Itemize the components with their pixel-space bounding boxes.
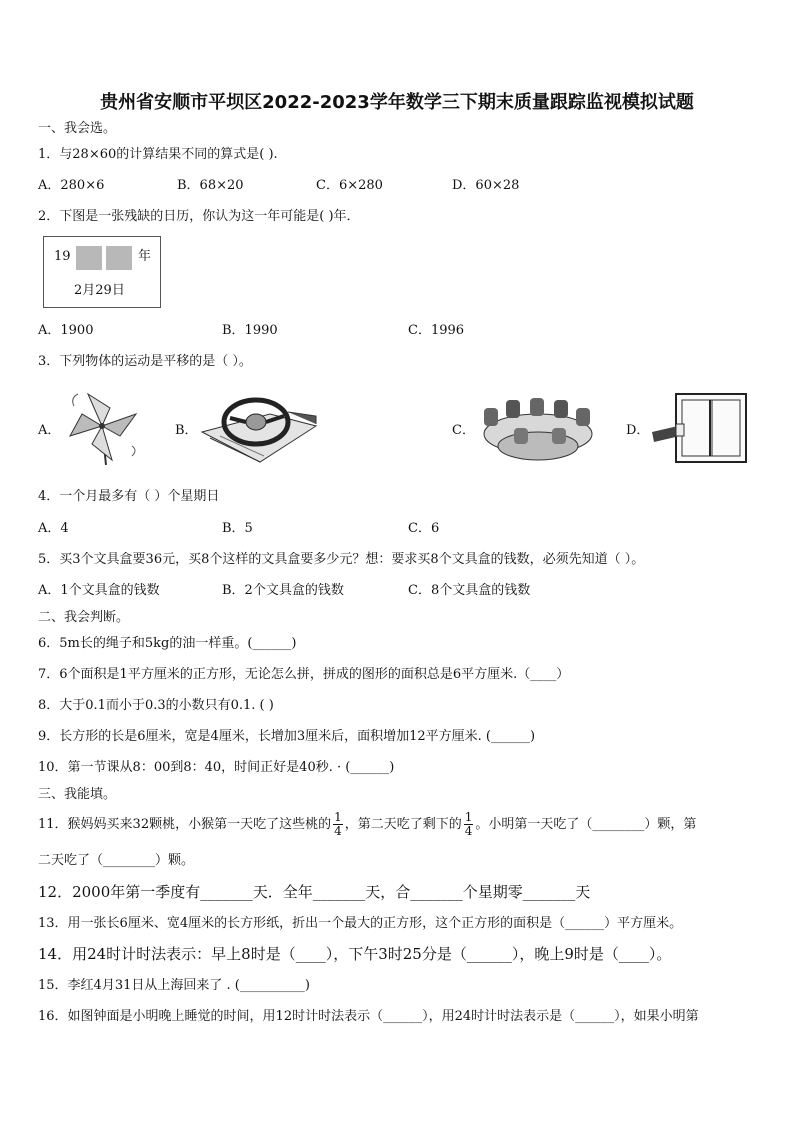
q1-option-c[interactable]: C．6×280 — [316, 178, 383, 193]
q5-option-c[interactable]: C．8个文具盒的钱数 — [408, 583, 531, 598]
calendar-year-char: 年 — [138, 249, 152, 264]
q3-option-a[interactable]: A． — [38, 423, 61, 438]
section-3-heading: 三、我能填。 — [38, 787, 117, 802]
fraction-one-quarter: $\frac{1}{4}$ — [334, 810, 342, 838]
q2-option-b[interactable]: B．1990 — [222, 323, 278, 338]
q8: 8．大于0.1而小于0.3的小数只有0.1. ( ) — [38, 698, 274, 713]
calendar-century: 19 — [54, 249, 71, 264]
pinwheel-icon — [66, 388, 140, 466]
calendar-missing-digit — [76, 246, 102, 270]
q16: 16．如图钟面是小明晚上睡觉的时间，用12时计时法表示（______），用24时计时法表示是（______），如果小明第 — [38, 1009, 699, 1024]
q5-option-b[interactable]: B．2个文具盒的钱数 — [222, 583, 344, 598]
q7: 7．6个面积是1平方厘米的正方形，无论怎么拼，拼成的图形的面积总是6平方厘米.（____） — [38, 667, 570, 682]
q11-line1 — [38, 811, 696, 839]
q1-stem: 1．与28×60的计算结果不同的算式是( ). — [38, 147, 278, 162]
q1-option-a[interactable]: A．280×6 — [38, 178, 105, 193]
carousel-ride-icon — [478, 396, 596, 466]
section-1-heading: 一、我会选。 — [38, 121, 117, 136]
calendar-missing-digit — [106, 246, 132, 270]
q3-option-c[interactable]: C． — [452, 423, 475, 438]
torn-calendar — [43, 236, 161, 308]
q5-stem: 5．买3个文具盒要36元，买8个这样的文具盒要多少元？想：要求买8个文具盒的钱数，必须先知道（ ）。 — [38, 552, 645, 567]
q12: 12．2000年第一季度有_______天．全年_______天，合_______个星期零_______天 — [38, 883, 591, 901]
q3-stem: 3．下列物体的运动是平移的是（ ）。 — [38, 354, 252, 369]
q11-line2: 二天吃了（________）颗。 — [38, 853, 195, 868]
q4-option-b[interactable]: B．5 — [222, 521, 253, 536]
q1-option-b[interactable]: B．68×20 — [177, 178, 244, 193]
q10: 10．第一节课从8：00到8：40，时间正好是40秒. · (______) — [38, 760, 395, 775]
q4-stem: 4．一个月最多有（ ）个星期日 — [38, 489, 220, 504]
q1-option-d[interactable]: D．60×28 — [452, 178, 520, 193]
q4-option-c[interactable]: C．6 — [408, 521, 440, 536]
q2-stem: 2．下图是一张残缺的日历，你认为这一年可能是( )年． — [38, 209, 360, 224]
q3-option-d[interactable]: D． — [626, 423, 650, 438]
q15: 15．李红4月31日从上海回来了 . (__________) — [38, 978, 310, 993]
sliding-window-icon — [650, 392, 748, 464]
q11-text-part3: 。小明第一天吃了（________）颗，第 — [475, 817, 697, 832]
steering-wheel-icon — [200, 392, 318, 464]
q4-option-a[interactable]: A．4 — [38, 521, 69, 536]
calendar-date: 2月29日 — [74, 283, 125, 298]
q14: 14．用24时计时法表示：早上8时是（____），下午3时25分是（______），晚上9时是（____）。 — [38, 945, 672, 963]
q13: 13．用一张长6厘米、宽4厘米的长方形纸，折出一个最大的正方形，这个正方形的面积是（______）平方厘米。 — [38, 916, 683, 931]
q3-option-b[interactable]: B． — [175, 423, 198, 438]
q6: 6．5m长的绳子和5kg的油一样重。(______) — [38, 636, 297, 651]
page-title: 贵州省安顺市平坝区2022-2023学年数学三下期末质量跟踪监视模拟试题 — [100, 92, 694, 113]
q11-text-part2: ，第二天吃了剩下的 — [344, 817, 462, 832]
q9: 9．长方形的长是6厘米，宽是4厘米，长增加3厘米后，面积增加12平方厘米. (______) — [38, 729, 536, 744]
q2-option-c[interactable]: C．1996 — [408, 323, 465, 338]
q5-option-a[interactable]: A．1个文具盒的钱数 — [38, 583, 160, 598]
q2-option-a[interactable]: A．1900 — [38, 323, 94, 338]
section-2-heading: 二、我会判断。 — [38, 610, 130, 625]
q11-text-part1: 11．猴妈妈买来32颗桃，小猴第一天吃了这些桃的 — [38, 817, 332, 832]
fraction-one-quarter: $\frac{1}{4}$ — [464, 810, 473, 838]
